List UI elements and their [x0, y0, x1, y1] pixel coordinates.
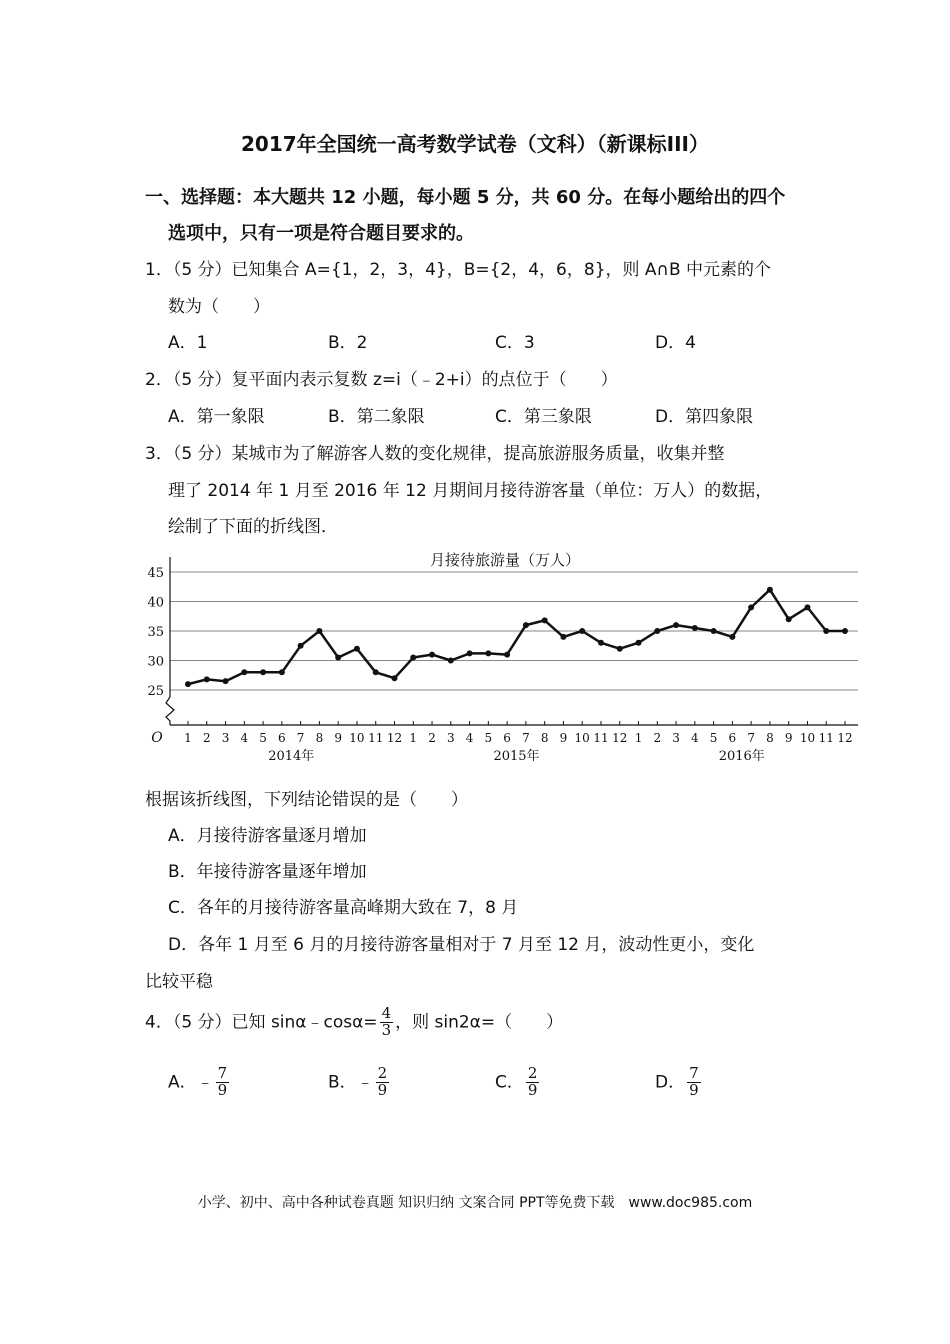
q4-option-a — [168, 1066, 231, 1099]
q4-option-b-sign: ﹣ — [356, 1072, 374, 1093]
q4-option-d-label: D． — [655, 1072, 686, 1093]
x-tick-label: 8 — [540, 731, 549, 745]
q2-option-c: C．第三象限 — [495, 407, 592, 427]
x-tick-label: 7 — [522, 731, 530, 745]
data-point — [279, 669, 285, 675]
x-tick-label: 12 — [612, 731, 628, 745]
q3-option-d-continued: 比较平稳 — [145, 972, 213, 992]
q4-option-d-fraction — [687, 1066, 701, 1099]
data-point — [786, 616, 792, 622]
y-tick-label: 45 — [147, 566, 164, 581]
q4-prefix: 4．（5 分）已知 sinα﹣cosα= — [145, 1012, 378, 1033]
q4-stem — [145, 1006, 563, 1039]
x-tick-label: 1 — [634, 731, 643, 745]
x-tick-label: 7 — [747, 731, 755, 745]
q4-option-b-den: 9 — [377, 1080, 388, 1099]
x-tick-label: 11 — [368, 731, 384, 745]
x-tick-label: 3 — [221, 731, 230, 745]
q2-option-d: D．第四象限 — [655, 407, 754, 427]
data-point — [560, 634, 566, 640]
data-point — [373, 669, 379, 675]
x-tick-label: 8 — [766, 731, 774, 745]
data-point — [204, 676, 210, 682]
q1-option-a: A．1 — [168, 333, 208, 353]
data-point — [692, 625, 698, 631]
x-tick-label: 11 — [593, 731, 609, 745]
data-point — [654, 628, 660, 634]
q4-option-a-num: 7 — [217, 1064, 228, 1082]
line-chart — [140, 545, 870, 775]
data-point — [223, 678, 229, 684]
q4-option-d-den: 9 — [689, 1080, 699, 1099]
year-label: 2015年 — [493, 749, 540, 764]
y-tick-label: 35 — [147, 625, 164, 640]
q3-option-b: B．年接待游客量逐年增加 — [168, 862, 367, 882]
data-point — [804, 604, 810, 610]
data-point — [598, 640, 604, 646]
q3-option-d: D．各年 1 月至 6 月的月接待游客量相对于 7 月至 12 月，波动性更小，变化 — [168, 935, 755, 955]
q4-suffix: ，则 sin2α=（ ） — [395, 1012, 564, 1033]
series-line — [188, 590, 845, 684]
q4-frac-num: 4 — [381, 1004, 392, 1022]
q1-option-c: C．3 — [495, 333, 535, 353]
q4-option-c-den: 9 — [527, 1080, 538, 1099]
data-point — [260, 669, 266, 675]
x-tick-label: 10 — [349, 731, 365, 745]
q2-stem: 2．（5 分）复平面内表示复数 z=i（﹣2+i）的点位于（ ） — [145, 370, 618, 390]
q2-option-b: B．第二象限 — [328, 407, 425, 427]
data-point — [636, 640, 642, 646]
x-tick-label: 2 — [202, 731, 211, 745]
q1-option-d: D．4 — [655, 333, 696, 353]
x-tick-label: 11 — [818, 731, 834, 745]
x-tick-label: 1 — [409, 731, 418, 745]
q3-stem-line3: 绘制了下面的折线图． — [168, 517, 338, 537]
q1-stem-line1: 1．（5 分）已知集合 A={1，2，3，4}，B={2，4，6，8}，则 A∩B 中元素的个 — [145, 260, 772, 280]
x-tick-label: 9 — [559, 731, 568, 745]
x-tick-label: 5 — [709, 731, 718, 745]
q3-stem-line1: 3．（5 分）某城市为了解游客人数的变化规律，提高旅游服务质量，收集并整 — [145, 444, 725, 464]
q4-option-d — [655, 1066, 703, 1099]
q3-option-a: A．月接待游客量逐月增加 — [168, 826, 367, 846]
x-tick-label: 6 — [278, 731, 286, 745]
x-tick-label: 10 — [799, 731, 816, 745]
x-tick-label: 5 — [259, 731, 267, 745]
data-point — [391, 675, 397, 681]
y-tick-label: 30 — [147, 654, 164, 670]
data-point — [448, 658, 454, 664]
data-point — [823, 628, 829, 634]
y-tick-label: 40 — [147, 595, 164, 611]
x-tick-label: 6 — [503, 731, 511, 745]
q4-option-b-num: 2 — [377, 1064, 388, 1082]
data-point — [729, 634, 735, 640]
year-label: 2014年 — [268, 749, 315, 764]
q1-option-b: B．2 — [328, 333, 368, 353]
q4-fraction — [380, 1006, 394, 1039]
footer-text: 小学、初中、高中各种试卷真题 知识归纳 文案合同 PPT等免费下载 www.doc985.com — [197, 1195, 753, 1211]
data-point — [711, 628, 717, 634]
q4-option-a-fraction — [216, 1066, 230, 1099]
data-point — [298, 643, 304, 649]
page-title: 2017年全国统一高考数学试卷（文科）（新课标III） — [241, 132, 709, 156]
data-point — [748, 604, 754, 610]
x-tick-label: 4 — [240, 731, 249, 745]
q3-question: 根据该折线图，下列结论错误的是（ ） — [145, 790, 468, 810]
x-tick-label: 8 — [315, 731, 324, 745]
q4-option-d-num: 7 — [689, 1064, 699, 1082]
x-tick-label: 4 — [465, 731, 474, 745]
x-tick-label: 3 — [672, 731, 680, 745]
data-point — [316, 628, 322, 634]
q4-option-c-num: 2 — [527, 1064, 538, 1082]
data-point — [673, 622, 679, 628]
q4-option-b-label: B． — [328, 1072, 357, 1093]
q4-option-c-fraction — [526, 1066, 540, 1099]
data-point — [410, 655, 416, 661]
q4-frac-den: 3 — [381, 1020, 392, 1039]
q3-option-c: C．各年的月接待游客量高峰期大致在 7，8 月 — [168, 898, 519, 918]
x-tick-label: 5 — [484, 731, 493, 745]
q4-option-c-label: C． — [495, 1072, 524, 1093]
q4-option-b-fraction — [376, 1066, 390, 1099]
q1-stem-line2: 数为（ ） — [168, 297, 270, 317]
data-point — [354, 646, 360, 652]
x-tick-label: 2 — [653, 731, 662, 745]
x-tick-label: 4 — [691, 731, 699, 745]
data-point — [185, 681, 191, 687]
section-heading-line1: 一、选择题：本大题共 12 小题，每小题 5 分，共 60 分。在每小题给出的四个 — [145, 187, 786, 208]
chart-title: 月接待旅游量（万人） — [429, 551, 581, 569]
x-tick-label: 2 — [428, 731, 436, 745]
data-point — [542, 617, 548, 623]
x-tick-label: 7 — [296, 731, 305, 745]
y-tick-label: 25 — [147, 684, 164, 699]
data-point — [579, 628, 585, 634]
data-point — [241, 669, 247, 675]
q2-option-a: A．第一象限 — [168, 407, 265, 427]
data-point — [467, 650, 473, 656]
x-tick-label: 1 — [184, 731, 192, 745]
q3-stem-line2: 理了 2014 年 1 月至 2016 年 12 月期间月接待游客量（单位：万人）的数据， — [168, 481, 773, 501]
data-point — [523, 622, 529, 628]
year-label: 2016年 — [718, 749, 765, 764]
x-tick-label: 10 — [574, 731, 590, 745]
x-tick-label: 3 — [446, 731, 455, 745]
x-tick-label: 9 — [334, 731, 342, 745]
data-point — [767, 587, 773, 593]
x-tick-label: 6 — [728, 731, 737, 745]
q4-option-a-sign: ﹣ — [196, 1072, 214, 1093]
data-point — [617, 646, 623, 652]
data-point — [429, 652, 435, 658]
data-point — [842, 628, 848, 634]
x-tick-label: 12 — [386, 731, 403, 745]
x-tick-label: 12 — [837, 731, 853, 745]
x-tick-label: 9 — [784, 731, 793, 745]
data-point — [485, 650, 491, 656]
q4-option-a-den: 9 — [217, 1080, 228, 1099]
section-heading-line2: 选项中，只有一项是符合题目要求的。 — [168, 223, 474, 244]
origin-label: O — [151, 730, 163, 746]
y-axis-break — [166, 697, 174, 725]
q4-option-b — [328, 1066, 391, 1099]
q4-option-c — [495, 1066, 541, 1099]
q4-option-a-label: A． — [168, 1072, 197, 1093]
data-point — [504, 652, 510, 658]
data-point — [335, 655, 341, 661]
